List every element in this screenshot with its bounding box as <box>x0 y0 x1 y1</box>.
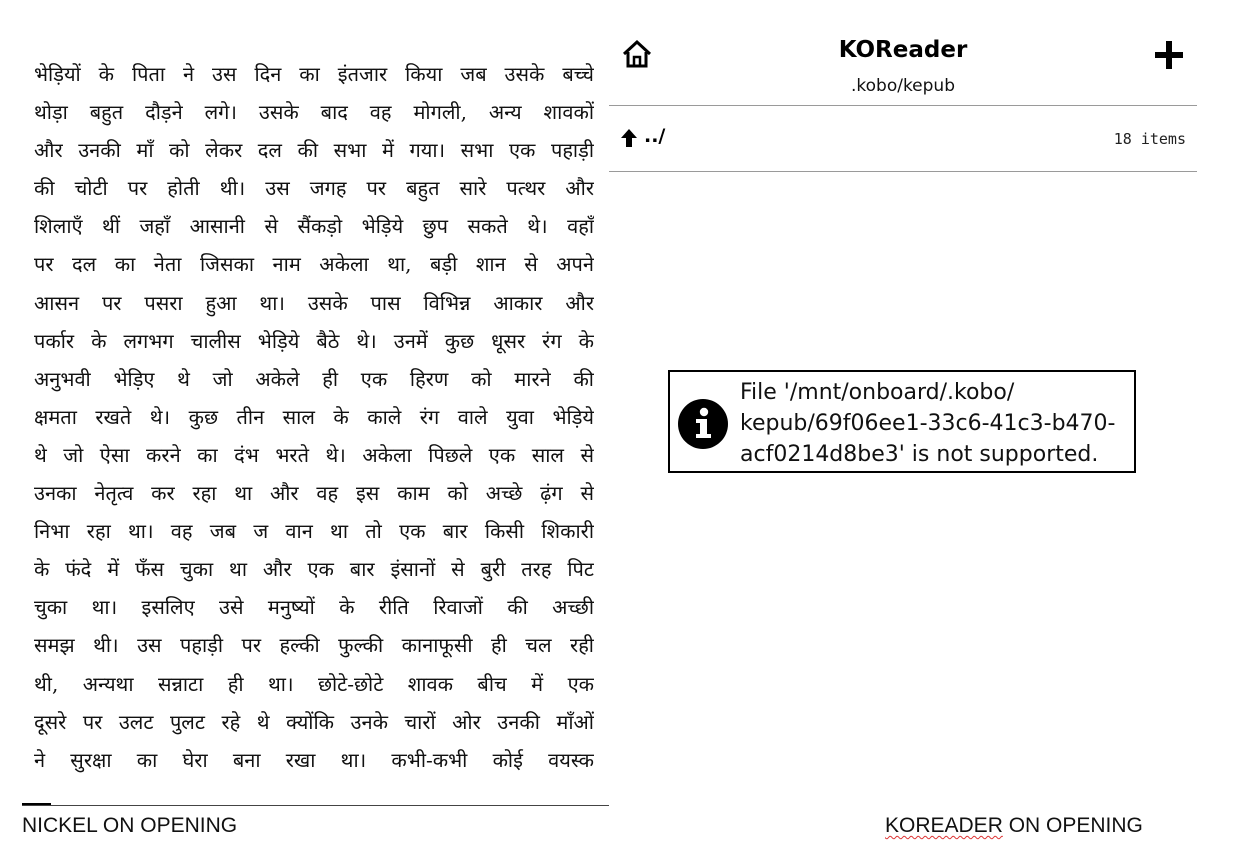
koreader-caption-word: KOREADER <box>885 814 1003 837</box>
reader-line: और उनकी माँ को लेकर दल की सभा में गया। सभा एक पहाड़ी <box>34 138 594 163</box>
info-message-line: kepub/69f06ee1-33c6-41c3-b470- <box>740 411 1116 436</box>
nickel-reader-page <box>0 0 609 849</box>
reader-line: पर्कार के लगभग चालीस भेड़िये बैठे थे। उनमें कुछ धूसर रंग के <box>34 328 594 353</box>
reader-line: शिलाएँ थीं जहाँ आसानी से सैंकड़ो भेड़िये छुप सकते थे। वहाँ <box>34 214 594 239</box>
reader-line: भेड़ियों के पिता ने उस दिन का इंतजार किया जब उसके बच्चे <box>34 62 594 86</box>
koreader-caption-rest: ON OPENING <box>1002 814 1143 837</box>
reader-line: थे जो ऐसा करने का दंभ भरते थे। अकेला पिछले एक साल से <box>34 442 594 467</box>
plus-icon <box>1152 38 1186 72</box>
up-arrow-icon <box>620 128 638 148</box>
current-path: .kobo/kepub <box>850 76 956 96</box>
plus-menu-button[interactable] <box>1152 38 1186 72</box>
info-dialog[interactable] <box>668 370 1136 473</box>
info-icon <box>677 398 729 450</box>
reader-line: निभा रहा था। वह जब ज वान था तो एक बार किसी शिकारी <box>34 519 594 544</box>
reader-line: क्षमता रखते थे। कुछ तीन साल के काले रंग वाले युवा भेड़िये <box>34 404 594 429</box>
parent-folder-label: ../ <box>644 125 666 147</box>
reader-line: ने सुरक्षा का घेरा बना रखा था। कभी-कभी कोई वयस्क <box>34 747 594 772</box>
parent-folder-row[interactable] <box>609 106 1197 171</box>
reader-line: अनुभवी भेड़िए थे जो अकेले ही एक हिरण को मारने की <box>34 366 594 391</box>
items-count: 18 items <box>1113 130 1186 148</box>
footer-divider <box>22 805 609 806</box>
app-title: KOReader <box>838 37 968 63</box>
info-message-line: acf0214d8be3' is not supported. <box>740 442 1099 467</box>
info-message-line: File '/mnt/onboard/.kobo/ <box>740 380 1015 405</box>
koreader-file-browser <box>609 0 1237 849</box>
list-divider <box>609 171 1197 172</box>
reader-line: चुका था। इसलिए उसे मनुष्यों के रीति रिवाजों की अच्छी <box>34 595 594 620</box>
nickel-caption: NICKEL ON OPENING <box>22 814 238 837</box>
info-message <box>740 377 1125 470</box>
reader-line: थोड़ा बहुत दौड़ने लगे। उसके बाद वह मोगली, अन्य शावकों <box>34 100 594 125</box>
reader-line: के फंदे में फँस चुका था और एक बार इंसानों से बुरी तरह पिट <box>34 557 594 582</box>
reader-line: उनका नेतृत्व कर रहा था और वह इस काम को अच्छे ढ़ंग से <box>34 481 594 506</box>
koreader-caption <box>885 814 1143 838</box>
reader-line: समझ थी। उस पहाड़ी पर हल्की फुल्की कानाफूसी ही चल रही <box>34 633 594 658</box>
reader-line: पर दल का नेता जिसका नाम अकेला था, बड़ी शान से अपने <box>34 252 594 277</box>
reader-line: थी, अन्यथा सन्नाटा ही था। छोटे-छोटे शावक बीच में एक <box>34 671 594 696</box>
reader-text-body <box>34 55 594 779</box>
reader-line: की चोटी पर होती थी। उस जगह पर बहुत सारे पत्थर और <box>34 176 594 201</box>
reader-line: आसन पर पसरा हुआ था। उसके पास विभिन्न आकार और <box>34 290 594 315</box>
reader-line: दूसरे पर उलट पुलट रहे थे क्योंकि उनके चारों ओर उनकी माँओं <box>34 709 594 734</box>
